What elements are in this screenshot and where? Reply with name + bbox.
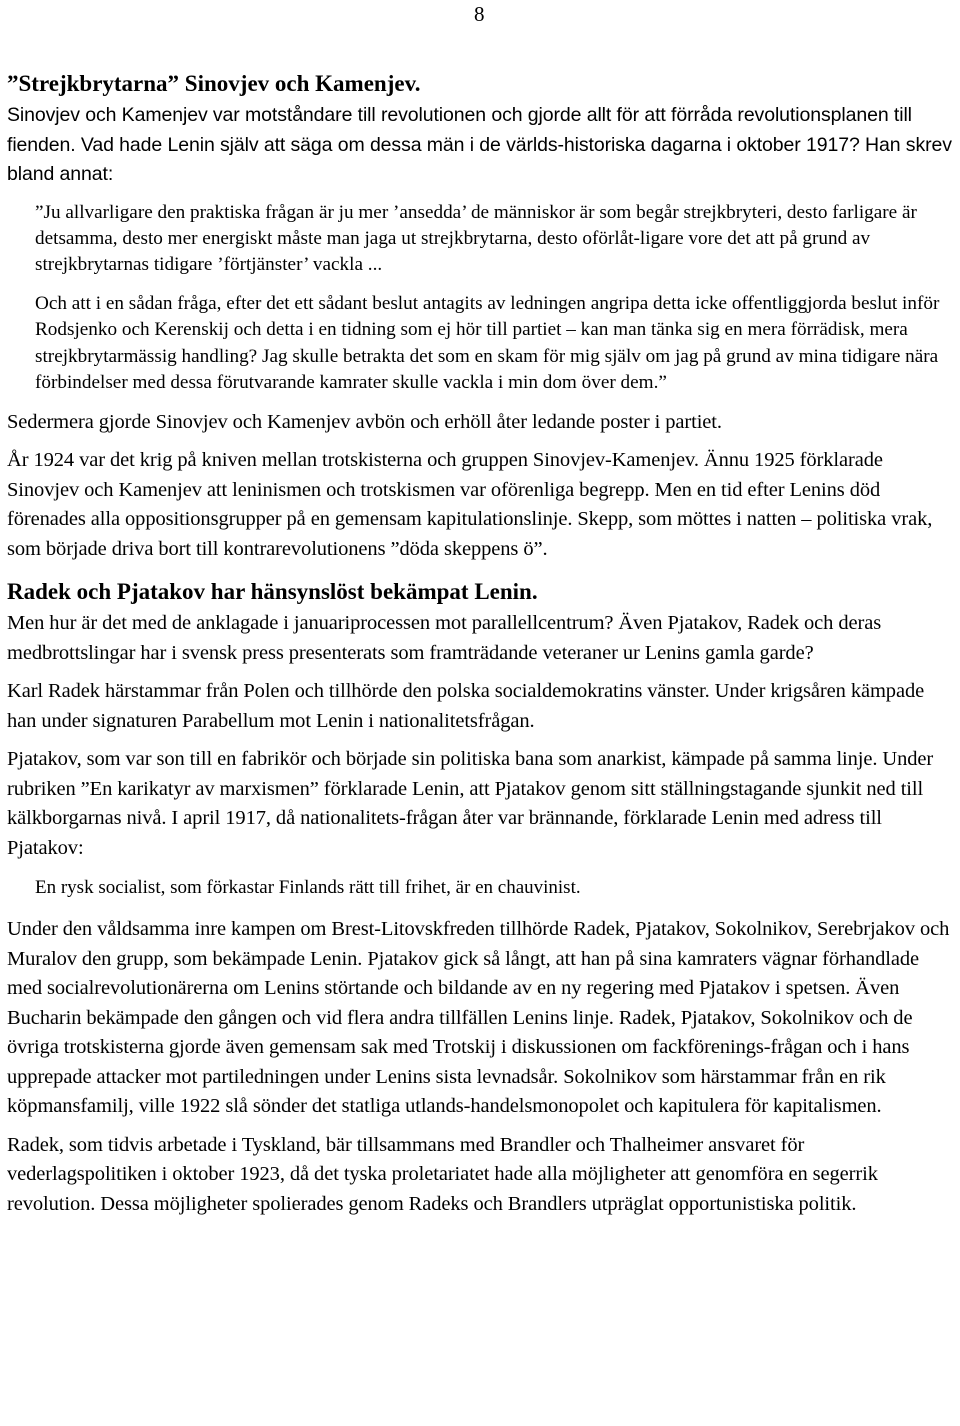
body-paragraph: Radek, som tidvis arbetade i Tyskland, bär tillsammans med Brandler och Thalheimer ansvaret för vederlagspolitiken i oktober 1923, då det tyska proletariatet hade alla möjligheter att genomföra en segerrik revolution. Dessa möjligheter spolierades genom Radeks och Brandlers utpräglat opportunistiska politik. (7, 1133, 878, 1215)
body-paragraph: Sedermera gjorde Sinovjev och Kamenjev avbön och erhöll åter ledande poster i partiet. (7, 410, 722, 433)
body-paragraph: Karl Radek härstammar från Polen och tillhörde den polska socialdemokratins vänster. Under krigsåren kämpade han under signaturen Parabellum mot Lenin i nationalitetsfrågan. (7, 680, 925, 732)
section-heading-strejkbrytarna: ”Strejkbrytarna” Sinovjev och Kamenjev. (7, 71, 421, 96)
lenin-quote (35, 200, 953, 396)
section-heading-radek-pjatakov: Radek och Pjatakov har hänsynslöst bekämpat Lenin. (7, 579, 538, 605)
body-paragraph: Under den våldsamma inre kampen om Brest-Litovskfreden tillhörde Radek, Pjatakov, Sokolnikov, Serebrjakov och Muralov den grupp, som bekämpade Lenin. Pjatakov gick så långt, att han på sina kamraters vägnar förhandlade med socialrevolutionärerna om Lenins störtande och bildande av en ny regering med Pjatakov i spetsen. Även Bucharin bekämpade den gången och vid flera andra tillfällen Lenins linje. Radek, Pjatakov, Sokolnikov och de övriga trotskisterna gjorde även gemensam sak med Trotskij i diskussionen om fackförenings-frågan och i hans upprepade attacker mot partiledningen under Lenins sista levnadsår. Sokolnikov som härstammar från en rik köpmansfamilj, ville 1922 slå sönder det statliga utlands-handelsmonopolet och kapitulera för kapitalismen. (7, 918, 950, 1118)
quote-paragraph: Och att i en sådan fråga, efter det ett sådant beslut antagits av ledningen angripa detta icke offentliggjorda beslut inför Rodsjenko och Kerenskij och detta i en tidning som ej hör till partiet – kan man tänka sig en mera förrädisk, mera strejkbrytarmässig handling? Jag skulle betrakta det som en skam för mig själv om jag på grund av mina tidigare nära förbindelser med dessa förutvarande kamrater skulle vackla i min dom över dem.” (35, 293, 940, 393)
intro-paragraph: Sinovjev och Kamenjev var motståndare till revolutionen och gjorde allt för att förråda revolutionsplanen till fienden. Vad hade Lenin själv att säga om dessa män i de världs-historiska dagarna i oktober 1917? Han skrev bland annat: (7, 104, 952, 185)
page-number: 8 (474, 2, 485, 26)
short-quote: En rysk socialist, som förkastar Finlands rätt till frihet, är en chauvinist. (35, 877, 581, 899)
document-body (7, 70, 953, 1228)
body-paragraph: Pjatakov, som var son till en fabrikör och började sin politiska bana som anarkist, kämpade på samma linje. Under rubriken ”En karikatyr av marxismen” förklarade Lenin, att Pjatakov genom sitt ställningstagande sjunkit ned till kälkborgarnas nivå. I april 1917, då nationalitets-frågan åter var brännande, förklarade Lenin med adress till Pjatakov: (7, 748, 934, 859)
body-paragraph: Men hur är det med de anklagade i januariprocessen mot parallellcentrum? Även Pjatakov, Radek och deras medbrottslingar har i svensk press presenterats som framträdande veteraner ur Lenins gamla garde? (7, 612, 882, 664)
quote-paragraph: ”Ju allvarligare den praktiska frågan är ju mer ’ansedda’ de människor är som begår strejkbryteri, desto farligare är detsamma, desto mer energiskt måste man jaga ut strejkbrytarna, desto oförlåt-ligare vore det att på grund av strejkbrytarnas tidigare ’förtjänster’ vackla ... (35, 201, 917, 275)
body-paragraph: År 1924 var det krig på kniven mellan trotskisterna och gruppen Sinovjev-Kamenjev. Ännu 1925 förklarade Sinovjev och Kamenjev att leninismen och trotskismen var oförenliga begrepp. Men en tid efter Lenins död förenades alla oppositionsgrupper på en gemensam kapitulationslinje. Skepp, som möttes i natten – politiska vrak, som började driva bort till kontrarevolutionens ”döda skeppens ö”. (7, 449, 933, 560)
